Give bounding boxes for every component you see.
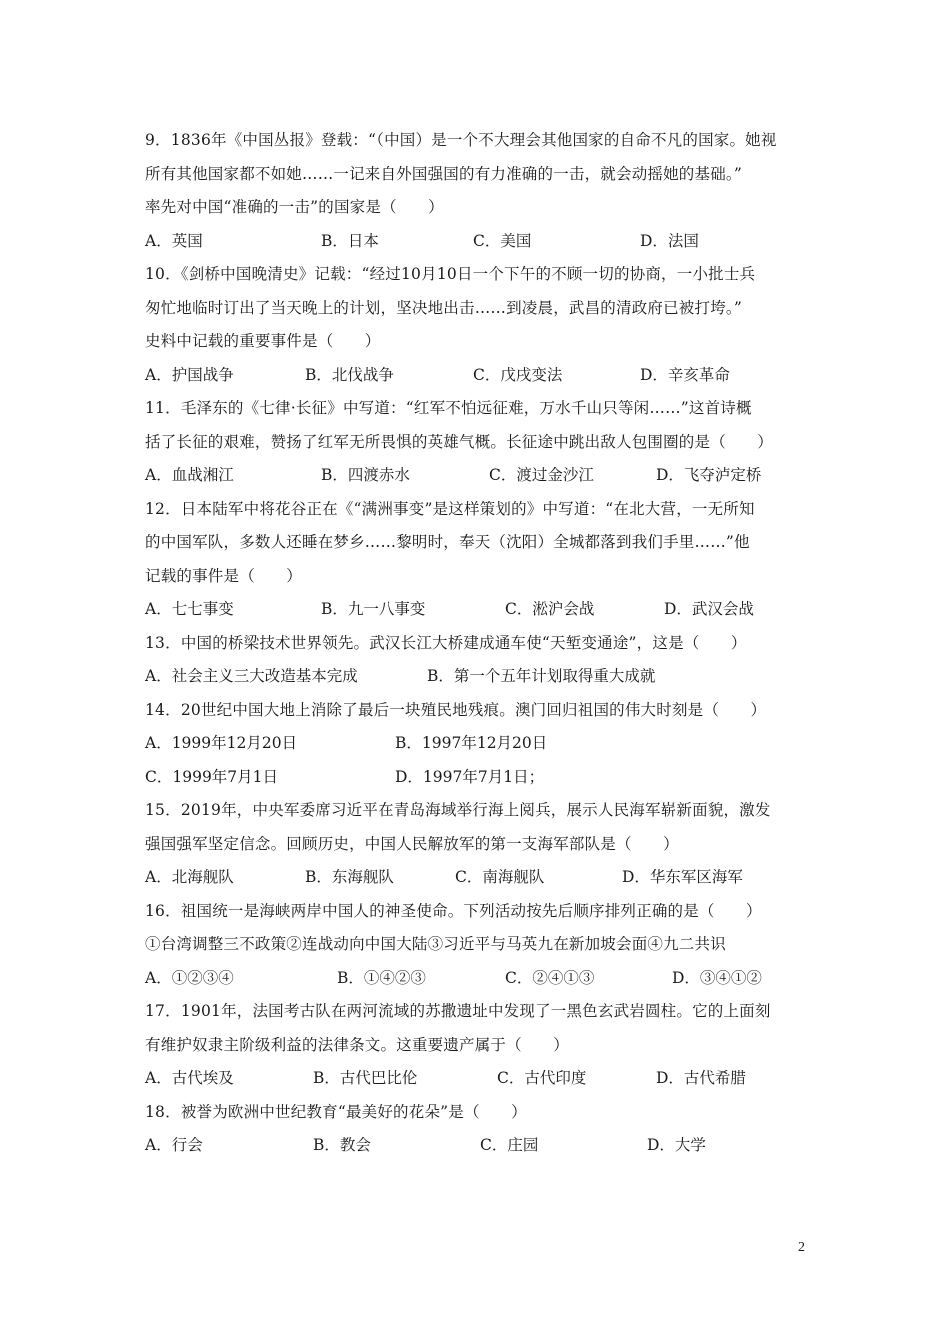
option-a: A．①②③④ — [145, 968, 234, 987]
answer-options — [145, 660, 810, 694]
question-line: 18．被誉为欧洲中世纪教育“最美好的花朵”是（ ） — [145, 1102, 527, 1121]
question-line: ①台湾调整三不政策②连战动向中国大陆③习近平与马英九在新加坡会面④九二共识 — [145, 935, 726, 953]
question-15 — [145, 794, 810, 895]
option-b: B．教会 — [313, 1136, 371, 1154]
option-c: C．庄园 — [480, 1136, 539, 1154]
option-b: B．1997年12月20日 — [395, 734, 548, 752]
question-11 — [145, 392, 810, 493]
option-d: D．武汉会战 — [664, 600, 754, 618]
option-d: D．③④①② — [672, 968, 762, 987]
answer-options — [145, 593, 810, 627]
question-17 — [145, 995, 810, 1096]
question-line: 记载的事件是（ ） — [145, 566, 303, 585]
option-a: A．七七事变 — [145, 600, 234, 618]
option-a: A．护国战争 — [145, 365, 234, 384]
answer-options — [145, 1129, 810, 1163]
answer-options — [145, 225, 810, 259]
option-a: A．血战湘江 — [145, 466, 234, 484]
question-line: 17．1901年，法国考古队在两河流域的苏撒遗址中发现了一黑色玄武岩圆柱。它的上面刻 — [145, 1002, 771, 1020]
answer-options — [145, 962, 810, 996]
option-c: C．南海舰队 — [455, 868, 545, 886]
option-d: D．古代希腊 — [656, 1069, 746, 1087]
answer-options — [145, 459, 810, 493]
option-c: C．戊戌变法 — [473, 365, 563, 384]
option-a: A．英国 — [145, 231, 203, 250]
option-b: B．九一八事变 — [321, 600, 426, 618]
question-10 — [145, 258, 810, 392]
option-a: A．北海舰队 — [145, 868, 234, 886]
answer-options — [145, 359, 810, 393]
exam-page — [145, 124, 810, 1163]
option-b: B．①④②③ — [337, 968, 426, 987]
answer-options — [145, 727, 810, 761]
answer-options — [145, 761, 810, 795]
option-d: D．大学 — [647, 1136, 706, 1154]
option-a: A．1999年12月20日 — [145, 734, 298, 752]
question-18 — [145, 1096, 810, 1163]
option-c: C．古代印度 — [497, 1069, 587, 1087]
question-line: 10．《剑桥中国晚清史》记载：“经过10月10日一个下午的不顾一切的协商，一小批士兵 — [145, 265, 756, 283]
option-b: B．四渡赤水 — [321, 466, 410, 484]
question-line: 括了长征的艰难，赞扬了红军无所畏惧的英雄气概。长征途中跳出敌人包围圈的是（ ） — [145, 432, 774, 451]
answer-options — [145, 861, 810, 895]
question-14 — [145, 694, 810, 795]
option-b: B．北伐战争 — [305, 365, 394, 384]
answer-options — [145, 1062, 810, 1096]
question-line: 强国强军坚定信念。回顾历史，中国人民解放军的第一支海军部队是（ ） — [145, 834, 679, 853]
question-line: 所有其他国家都不如她……一记来自外国强国的有力准确的一击，就会动摇她的基础。” — [145, 164, 742, 183]
question-line: 9．1836年《中国丛报》登载：“（中国）是一个不大理会其他国家的自命不凡的国家。她视 — [145, 131, 777, 149]
option-a: A．社会主义三大改造基本完成 — [145, 667, 358, 685]
question-line: 率先对中国“准确的一击”的国家是（ ） — [145, 198, 444, 216]
question-16 — [145, 895, 810, 996]
option-d: D．1997年7月1日； — [395, 767, 545, 786]
question-line: 的中国军队，多数人还睡在梦乡……黎明时，奉天（沈阳）全城都落到我们手里……”他 — [145, 533, 750, 551]
page-number: 2 — [798, 1240, 805, 1255]
option-b: B．古代巴比伦 — [313, 1069, 418, 1087]
question-line: 16．祖国统一是海峡两岸中国人的神圣使命。下列活动按先后顺序排列正确的是（ ） — [145, 901, 762, 920]
question-line: 15．2019年，中央军委席习近平在青岛海域举行海上阅兵，展示人民海军崭新面貌，激发 — [145, 801, 771, 819]
option-c: C．淞沪会战 — [505, 600, 595, 618]
option-a: A．行会 — [145, 1136, 203, 1154]
question-line: 匆忙地临时订出了当天晚上的计划，坚决地出击……到凌晨，武昌的清政府已被打垮。” — [145, 298, 742, 317]
option-c: C．渡过金沙江 — [489, 466, 594, 484]
question-line: 有维护奴隶主阶级利益的法律条文。这重要遗产属于（ ） — [145, 1035, 569, 1054]
option-c: C．②④①③ — [505, 968, 595, 987]
question-line: 史料中记载的重要事件是（ ） — [145, 332, 381, 350]
option-d: D．法国 — [640, 231, 699, 250]
option-b: B．东海舰队 — [305, 868, 394, 886]
option-d: D．辛亥革命 — [640, 365, 730, 384]
question-line: 12．日本陆军中将花谷正在《“满洲事变”是这样策划的》中写道：“在北大营，一无所知 — [145, 499, 755, 518]
question-9 — [145, 124, 810, 258]
question-line: 11．毛泽东的《七律·长征》中写道：“红军不怕远征难，万水千山只等闲……”这首诗概 — [145, 399, 752, 417]
option-a: A．古代埃及 — [145, 1069, 234, 1087]
option-c: C．美国 — [473, 231, 532, 250]
option-c: C．1999年7月1日 — [145, 767, 279, 786]
option-d: D．华东军区海军 — [622, 868, 743, 886]
option-b: B．第一个五年计划取得重大成就 — [427, 667, 656, 685]
question-13 — [145, 627, 810, 694]
option-b: B．日本 — [321, 231, 379, 250]
question-12 — [145, 493, 810, 627]
option-d: D．飞夺泸定桥 — [656, 466, 762, 484]
question-line: 14．20世纪中国大地上消除了最后一块殖民地残痕。澳门回归祖国的伟大时刻是（ ） — [145, 700, 767, 719]
question-line: 13．中国的桥梁技术世界领先。武汉长江大桥建成通车使“天堑变通途”，这是（ ） — [145, 633, 747, 652]
